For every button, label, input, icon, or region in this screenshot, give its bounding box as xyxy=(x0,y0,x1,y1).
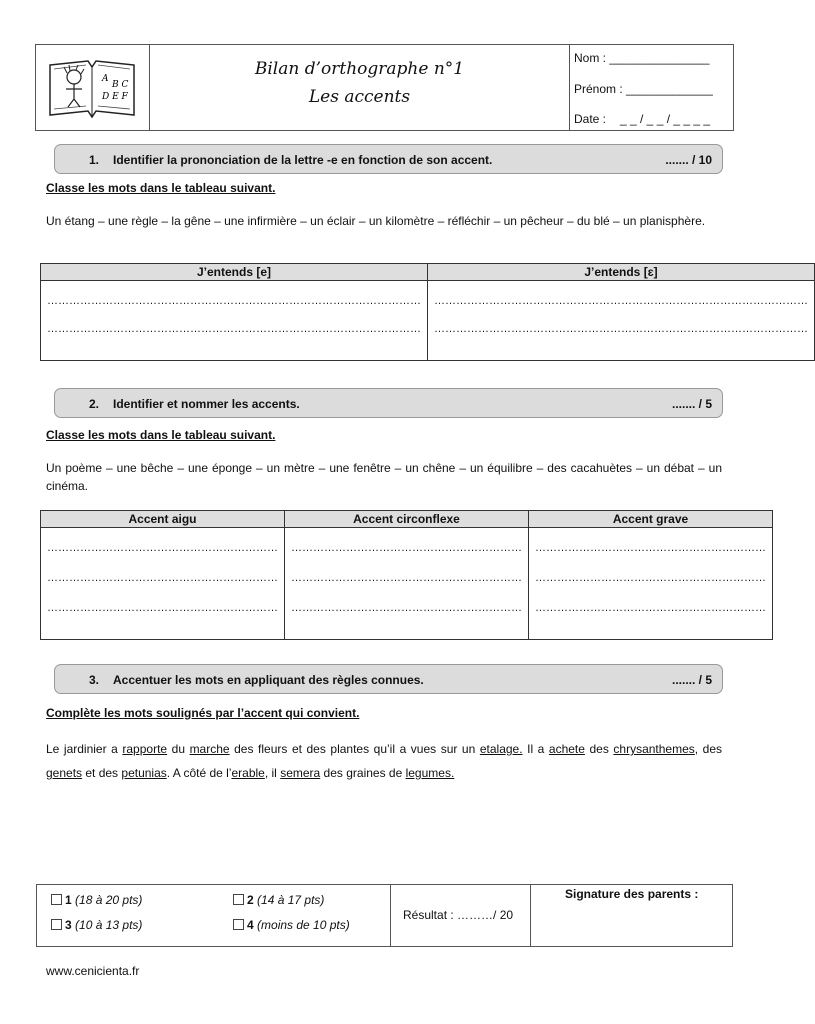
dotted-line: ………………………………………………………………………………………… xyxy=(434,323,808,335)
word-to-accent[interactable]: marche xyxy=(189,742,230,756)
dotted-line: ……………………………………………………… xyxy=(47,542,278,554)
section-2-instruction: Classe les mots dans le tableau suivant. xyxy=(46,428,276,442)
level-4[interactable]: 4 (moins de 10 pts) xyxy=(233,918,350,932)
result-cell xyxy=(391,885,531,946)
word-to-accent[interactable]: achete xyxy=(548,742,585,756)
table-header: Accent grave xyxy=(529,511,773,528)
checkbox-icon[interactable] xyxy=(233,919,244,930)
student-info xyxy=(570,45,733,130)
section-3-banner xyxy=(54,664,723,694)
dotted-line: ………………………………………………………………………………………… xyxy=(434,295,808,307)
evaluation-box xyxy=(36,884,733,947)
table-header: Accent aigu xyxy=(41,511,285,528)
page-subtitle: Les accents xyxy=(308,87,411,107)
word-to-accent[interactable]: semera xyxy=(280,766,321,780)
section-1-instruction: Classe les mots dans le tableau suivant. xyxy=(46,181,276,195)
section-2-table xyxy=(40,510,773,640)
dotted-line: ……………………………………………………… xyxy=(291,602,522,614)
level-3[interactable]: 3 (10 à 13 pts) xyxy=(51,918,142,932)
answer-cell[interactable] xyxy=(529,528,773,640)
word-to-accent[interactable]: etalage. xyxy=(479,742,523,756)
checkbox-icon[interactable] xyxy=(51,919,62,930)
word-to-accent[interactable]: erable xyxy=(231,766,265,780)
dotted-line: ……………………………………………………… xyxy=(291,542,522,554)
date-label: Date : xyxy=(574,112,607,126)
section-1-number: 1. xyxy=(89,153,100,167)
dotted-line: ………………………………………………………………………………………… xyxy=(47,295,421,307)
answer-cell[interactable] xyxy=(41,281,428,361)
section-1-table xyxy=(40,263,815,361)
svg-text:B C: B C xyxy=(112,80,129,90)
section-1-score: ....... / 10 xyxy=(665,153,712,167)
book-icon xyxy=(36,45,148,129)
section-2-title: Identifier et nommer les accents. xyxy=(113,397,300,411)
logo xyxy=(36,45,150,130)
answer-cell[interactable] xyxy=(285,528,529,640)
firstname-field[interactable]: Prénom : _____________ xyxy=(574,82,713,96)
section-1-title: Identifier la prononciation de la lettre -e en fonction de son accent. xyxy=(113,153,493,167)
dotted-line: ……………………………………………………… xyxy=(47,602,278,614)
level-1[interactable]: 1 (18 à 20 pts) xyxy=(51,893,142,907)
signature-label: Signature des parents : xyxy=(565,887,699,901)
checkbox-icon[interactable] xyxy=(233,894,244,905)
section-1-banner xyxy=(54,144,723,174)
checkbox-icon[interactable] xyxy=(51,894,62,905)
section-3-title: Accentuer les mots en appliquant des règles connues. xyxy=(113,673,424,687)
table-header: J’entends [e] xyxy=(41,264,428,281)
svg-text:D E F: D E F xyxy=(102,92,128,102)
level-2[interactable]: 2 (14 à 17 pts) xyxy=(233,893,324,907)
table-header: J’entends [ɛ] xyxy=(428,264,815,281)
dotted-line: ……………………………………………………… xyxy=(535,602,766,614)
site-link[interactable]: www.cenicienta.fr xyxy=(46,964,140,978)
dotted-line: ……………………………………………………… xyxy=(47,572,278,584)
section-2-number: 2. xyxy=(89,397,100,411)
name-field[interactable]: Nom : _______________ xyxy=(574,51,710,65)
word-to-accent[interactable]: legumes. xyxy=(405,766,455,780)
signature-cell[interactable] xyxy=(531,885,732,946)
svg-text:A: A xyxy=(102,74,109,84)
word-to-accent[interactable]: chrysanthemes xyxy=(613,742,695,756)
word-to-accent[interactable]: genets xyxy=(46,766,83,780)
title-block xyxy=(150,45,570,130)
section-3-instruction: Complète les mots soulignés par l’accent qui convient. xyxy=(46,706,360,720)
table-header: Accent circonflexe xyxy=(285,511,529,528)
word-to-accent[interactable]: rapporte xyxy=(122,742,168,756)
dotted-line: ……………………………………………………… xyxy=(535,572,766,584)
section-1-words: Un étang – une règle – la gêne – une infirmière – un éclair – un kilomètre – réfléchir – un pêcheur – du blé – un planisphère. xyxy=(46,214,706,228)
section-3-text: Le jardinier a rapporte du marche des fleurs et des plantes qu’il a vues sur un etalage. Il a achete des chrysanthemes, des genets et des petunias. A côté de l’erable, il semera des graines de legumes. xyxy=(46,742,723,780)
dotted-line: ……………………………………………………… xyxy=(535,542,766,554)
section-3-score: ....... / 5 xyxy=(671,673,712,687)
section-2-banner xyxy=(54,388,723,418)
word-to-accent[interactable]: petunias xyxy=(121,766,167,780)
section-2-score: ....... / 5 xyxy=(671,397,712,411)
result-label[interactable]: Résultat : ………/ 20 xyxy=(403,908,514,922)
answer-cell[interactable] xyxy=(428,281,815,361)
date-field[interactable]: _ _ / _ _ / _ _ _ _ xyxy=(620,112,711,126)
dotted-line: ………………………………………………………………………………………… xyxy=(47,323,421,335)
section-2-words: Un poème – une bêche – une éponge – un mètre – une fenêtre – un chêne – un équilibre – des cacahuètes – un débat – un cinéma. xyxy=(46,461,722,493)
answer-cell[interactable] xyxy=(41,528,285,640)
dotted-line: ……………………………………………………… xyxy=(291,572,522,584)
section-3-number: 3. xyxy=(89,673,100,687)
page-title: Bilan d’orthographe n°1 xyxy=(254,59,465,79)
header-box xyxy=(35,44,734,131)
levels-cell xyxy=(37,885,391,946)
